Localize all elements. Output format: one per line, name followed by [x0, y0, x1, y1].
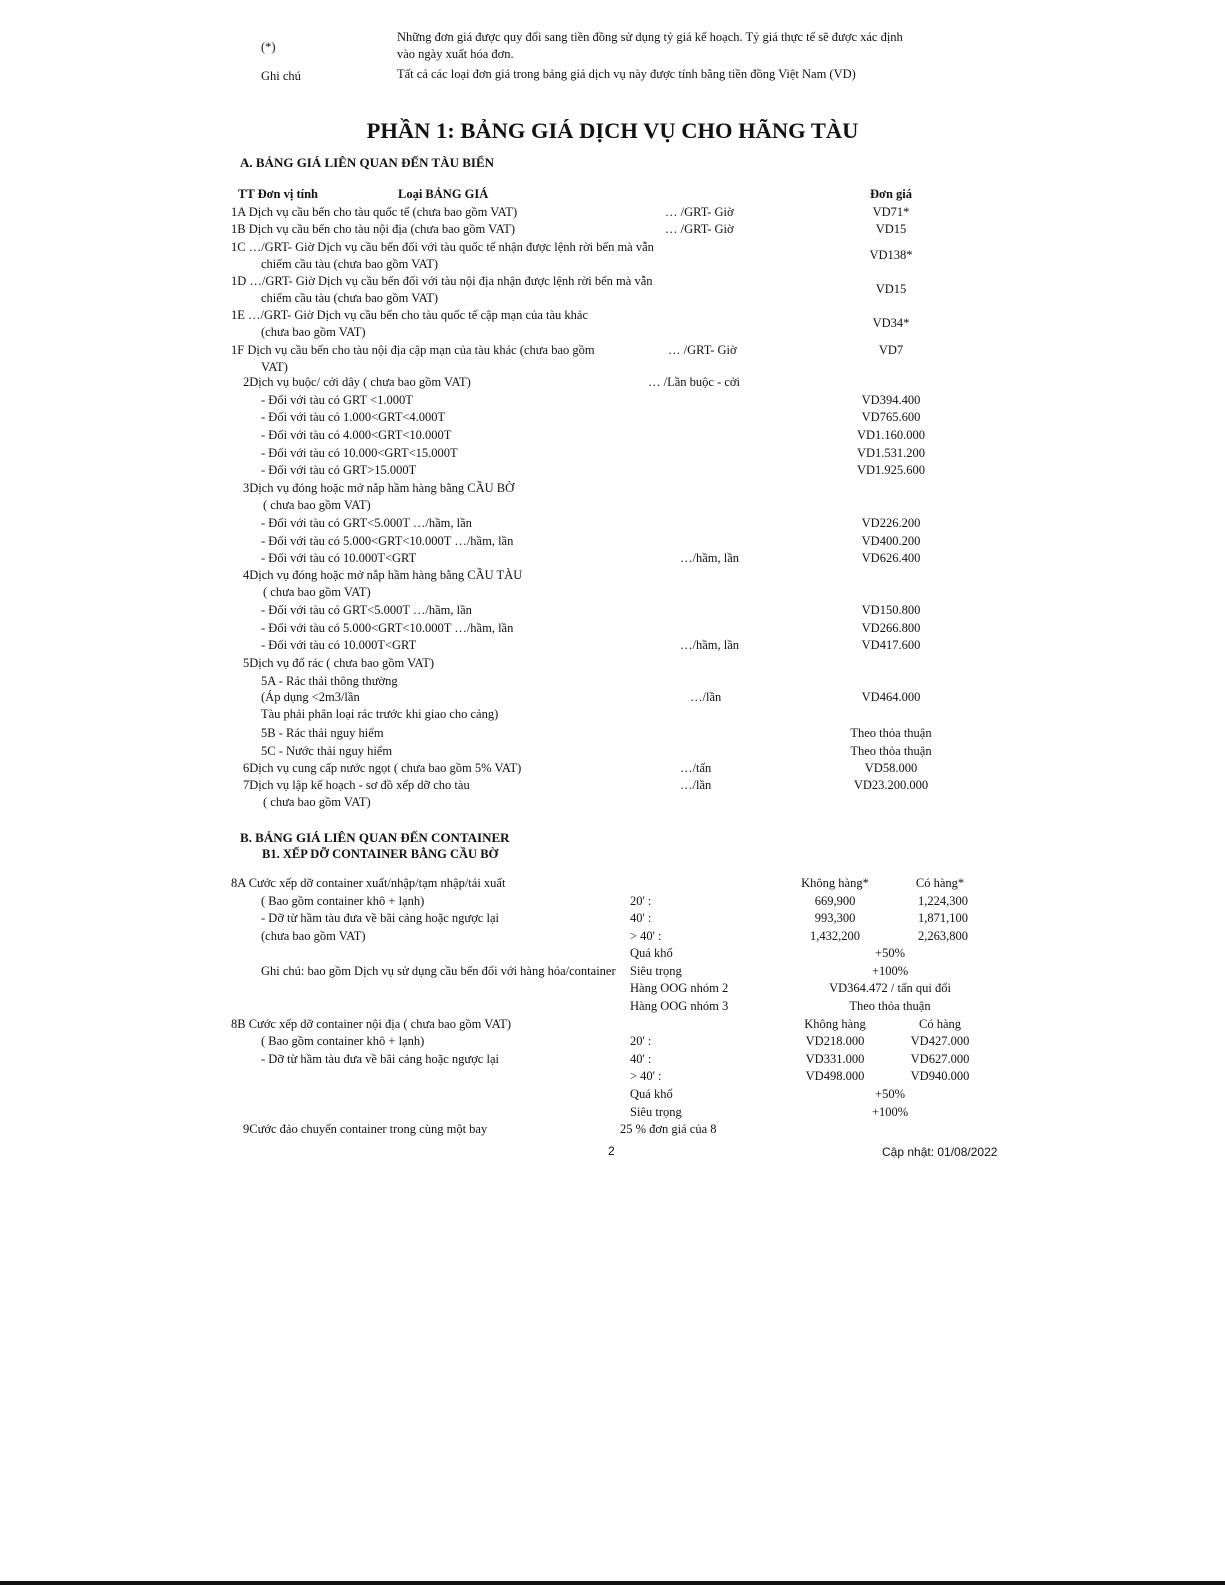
- row-description: 6Dịch vụ cung cấp nước ngọt ( chưa bao gồm 5% VAT): [243, 761, 522, 775]
- row-description: - Đối với tàu có GRT<5.000T …/hầm, lần: [261, 603, 472, 617]
- col-full-8a: Có hàng*: [915, 876, 965, 890]
- row-unit: …/lần: [680, 778, 712, 792]
- row-description: (Áp dụng <2m3/lần: [261, 690, 360, 704]
- header-type: Loại BẢNG GIÁ: [398, 187, 489, 201]
- section-b-subtitle: B1. XẾP DỠ CONTAINER BẰNG CẦU BỜ: [262, 847, 499, 861]
- price-full: VD427.000: [910, 1034, 970, 1048]
- price-full: VD940.000: [910, 1069, 970, 1083]
- extra-value: +50%: [875, 1087, 905, 1101]
- row-9-value: 25 % đơn giá của 8: [620, 1122, 717, 1136]
- size-label: 20' :: [630, 894, 652, 908]
- row-description-continued: ( chưa bao gồm VAT): [263, 795, 371, 809]
- extra-label: Hàng OOG nhóm 2: [630, 981, 729, 995]
- row-price: VD58.000: [864, 761, 918, 775]
- row-description: - Đối với tàu có GRT <1.000T: [261, 393, 413, 407]
- row-description: - Đối với tàu có 5.000<GRT<10.000T …/hầm, lần: [261, 534, 514, 548]
- row-price: VD266.800: [861, 621, 921, 635]
- updated-date: Cập nhật: 01/08/2022: [882, 1145, 998, 1159]
- row-description: - Đối với tàu có 4.000<GRT<10.000T: [261, 428, 452, 442]
- row-price: VD138*: [869, 248, 913, 262]
- note-star-text-2: vào ngày xuất hóa đơn.: [397, 47, 514, 61]
- row-description: - Đối với tàu có 10.000T<GRT: [261, 638, 417, 652]
- row-description: 7Dịch vụ lập kế hoạch - sơ đồ xếp dỡ cho tàu: [243, 778, 470, 792]
- row-description: 2Dịch vụ buộc/ cởi dây ( chưa bao gồm VAT): [243, 375, 471, 389]
- row-description: 5B - Rác thải nguy hiểm: [261, 726, 384, 740]
- row-8a-line: ( Bao gồm container khô + lạnh): [261, 894, 425, 908]
- extra-label: Quá khổ: [630, 1087, 673, 1101]
- note-star-text: Những đơn giá được quy đổi sang tiền đồng sử dụng tỷ giá kế hoạch. Tỷ giá thực tế sẽ được xác định: [397, 30, 903, 44]
- row-description: 1F Dịch vụ cầu bến cho tàu nội địa cập mạn của tàu khác (chưa bao gồm: [231, 343, 595, 357]
- row-price: Theo thỏa thuận: [850, 726, 932, 740]
- row-description-continued: ( chưa bao gồm VAT): [263, 585, 371, 599]
- price-empty: VD331.000: [805, 1052, 865, 1066]
- note-text: Tất cả các loại đơn giá trong bảng giá dịch vụ này được tính bằng tiền đồng Việt Nam (VD): [397, 67, 856, 81]
- row-description: - Đối với tàu có 5.000<GRT<10.000T …/hầm, lần: [261, 621, 514, 635]
- row-description: - Đối với tàu có 10.000T<GRT: [261, 551, 417, 565]
- row-description: - Đối với tàu có 10.000<GRT<15.000T: [261, 446, 458, 460]
- col-full-8b: Có hàng: [918, 1017, 961, 1031]
- row-description-continued: chiếm cầu tàu (chưa bao gồm VAT): [261, 257, 439, 271]
- row-8a-note: Ghi chú: bao gồm Dịch vụ sử dụng cầu bến đối với hàng hóa/container: [261, 964, 616, 978]
- extra-value: +100%: [871, 1105, 909, 1119]
- extra-label: Siêu trọng: [630, 1105, 682, 1119]
- row-price: VD150.800: [861, 603, 921, 617]
- row-price: Theo thỏa thuận: [850, 744, 932, 758]
- row-unit: …/hầm, lần: [680, 638, 740, 652]
- row-description: 1C …/GRT- Giờ Dịch vụ cầu bến đối với tàu quốc tế nhận được lệnh rời bến mà vẫn: [231, 240, 654, 254]
- row-description: 1D …/GRT- Giờ Dịch vụ cầu bến đối với tàu nội địa nhận được lệnh rời bến mà vẫn: [231, 274, 653, 288]
- row-price: VD15: [875, 222, 907, 236]
- row-description-continued: chiếm cầu tàu (chưa bao gồm VAT): [261, 291, 439, 305]
- extra-value: Theo thỏa thuận: [849, 999, 931, 1013]
- row-unit: … /GRT- Giờ: [665, 205, 734, 219]
- size-label: 20' :: [630, 1034, 652, 1048]
- row-price: VD765.600: [861, 410, 921, 424]
- row-unit: …/lần: [690, 690, 722, 704]
- row-description-continued: ( chưa bao gồm VAT): [263, 498, 371, 512]
- extra-label: Quá khổ: [630, 946, 673, 960]
- size-label: > 40' :: [630, 1069, 662, 1083]
- price-empty: VD498.000: [805, 1069, 865, 1083]
- row-description: - Đối với tàu có GRT<5.000T …/hầm, lần: [261, 516, 472, 530]
- row-price: VD1.160.000: [856, 428, 926, 442]
- row-price: VD1.925.600: [856, 463, 926, 477]
- row-description-continued: (chưa bao gồm VAT): [261, 325, 366, 339]
- row-price: VD626.400: [861, 551, 921, 565]
- price-empty: 1,432,200: [810, 929, 860, 943]
- row-unit: … /Lần buộc - cởi: [648, 375, 740, 389]
- row-unit: …/hầm, lần: [680, 551, 740, 565]
- row-price: VD34*: [872, 316, 910, 330]
- row-price: VD7: [878, 343, 904, 357]
- row-description: 3Dịch vụ đóng hoặc mở nắp hầm hàng bằng CẦU BỜ: [243, 481, 515, 495]
- row-8a-line: (chưa bao gồm VAT): [261, 929, 366, 943]
- extra-label: Hàng OOG nhóm 3: [630, 999, 729, 1013]
- price-full: 1,871,100: [918, 911, 968, 925]
- row-8a-title: 8A Cước xếp dỡ container xuất/nhập/tạm nhập/tái xuất: [231, 876, 506, 890]
- row-description: Tàu phải phân loại rác trước khi giao cho cảng): [261, 707, 499, 721]
- size-label: 40' :: [630, 1052, 652, 1066]
- row-8b-line: - Dỡ từ hầm tàu đưa về bãi cảng hoặc ngược lại: [261, 1052, 499, 1066]
- row-8a-line: - Dỡ từ hầm tàu đưa về bãi cảng hoặc ngược lại: [261, 911, 499, 925]
- price-empty: VD218.000: [805, 1034, 865, 1048]
- row-price: VD1.531.200: [856, 446, 926, 460]
- extra-value: VD364.472 / tấn qui đổi: [829, 981, 951, 995]
- row-unit: … /GRT- Giờ: [668, 343, 737, 357]
- row-description: - Đối với tàu có 1.000<GRT<4.000T: [261, 410, 446, 424]
- section-a-title: A. BẢNG GIÁ LIÊN QUAN ĐẾN TÀU BIỂN: [240, 155, 495, 170]
- size-label: > 40' :: [630, 929, 662, 943]
- row-description: 1E …/GRT- Giờ Dịch vụ cầu bến cho tàu quốc tế cập mạn của tàu khác: [231, 308, 589, 322]
- row-price: VD15: [875, 282, 907, 296]
- row-price: VD400.200: [861, 534, 921, 548]
- row-price: VD417.600: [861, 638, 921, 652]
- row-price: VD464.000: [861, 690, 921, 704]
- page-title: PHẦN 1: BẢNG GIÁ DỊCH VỤ CHO HÃNG TÀU: [366, 118, 859, 143]
- price-empty: 669,900: [814, 894, 856, 908]
- row-description: 1A Dịch vụ cầu bến cho tàu quốc tế (chưa bao gồm VAT): [231, 205, 518, 219]
- price-full: 1,224,300: [918, 894, 968, 908]
- price-full: VD627.000: [910, 1052, 970, 1066]
- price-full: 2,263,800: [918, 929, 968, 943]
- row-description: 5Dịch vụ đổ rác ( chưa bao gồm VAT): [243, 656, 434, 670]
- row-8b-title: 8B Cước xếp dỡ container nội địa ( chưa bao gồm VAT): [231, 1017, 512, 1031]
- note-star-label: (*): [261, 40, 276, 54]
- extra-value: +100%: [871, 964, 909, 978]
- row-description: 4Dịch vụ đóng hoặc mở nắp hầm hàng bằng CẦU TÀU: [243, 568, 523, 582]
- row-unit: … /GRT- Giờ: [665, 222, 734, 236]
- extra-label: Siêu trọng: [630, 964, 682, 978]
- row-price: VD71*: [872, 205, 910, 219]
- price-empty: 993,300: [814, 911, 856, 925]
- header-tt: TT Đơn vị tính: [238, 187, 318, 201]
- row-price: VD226.200: [861, 516, 921, 530]
- row-description: 5C - Nước thải nguy hiểm: [261, 744, 393, 758]
- col-empty-8b: Không hàng: [804, 1017, 866, 1031]
- size-label: 40' :: [630, 911, 652, 925]
- col-empty-8a: Không hàng*: [801, 876, 869, 890]
- extra-value: +50%: [875, 946, 905, 960]
- row-description: - Đối với tàu có GRT>15.000T: [261, 463, 417, 477]
- row-8b-line: ( Bao gồm container khô + lạnh): [261, 1034, 425, 1048]
- page-number: 2: [608, 1144, 615, 1158]
- row-9-title: 9Cước đảo chuyển container trong cùng một bay: [243, 1122, 488, 1136]
- row-description: 1B Dịch vụ cầu bến cho tàu nội địa (chưa bao gồm VAT): [231, 222, 516, 236]
- row-price: VD394.400: [861, 393, 921, 407]
- bottom-border: [0, 1581, 1225, 1585]
- section-b-title: B. BẢNG GIÁ LIÊN QUAN ĐẾN CONTAINER: [240, 830, 510, 845]
- row-unit: …/tấn: [680, 761, 712, 775]
- row-description: 5A - Rác thải thông thường: [261, 674, 398, 688]
- header-price: Đơn giá: [870, 187, 912, 201]
- row-price: VD23.200.000: [853, 778, 929, 792]
- note-label: Ghi chú: [261, 69, 301, 83]
- row-description-continued: VAT): [261, 360, 288, 374]
